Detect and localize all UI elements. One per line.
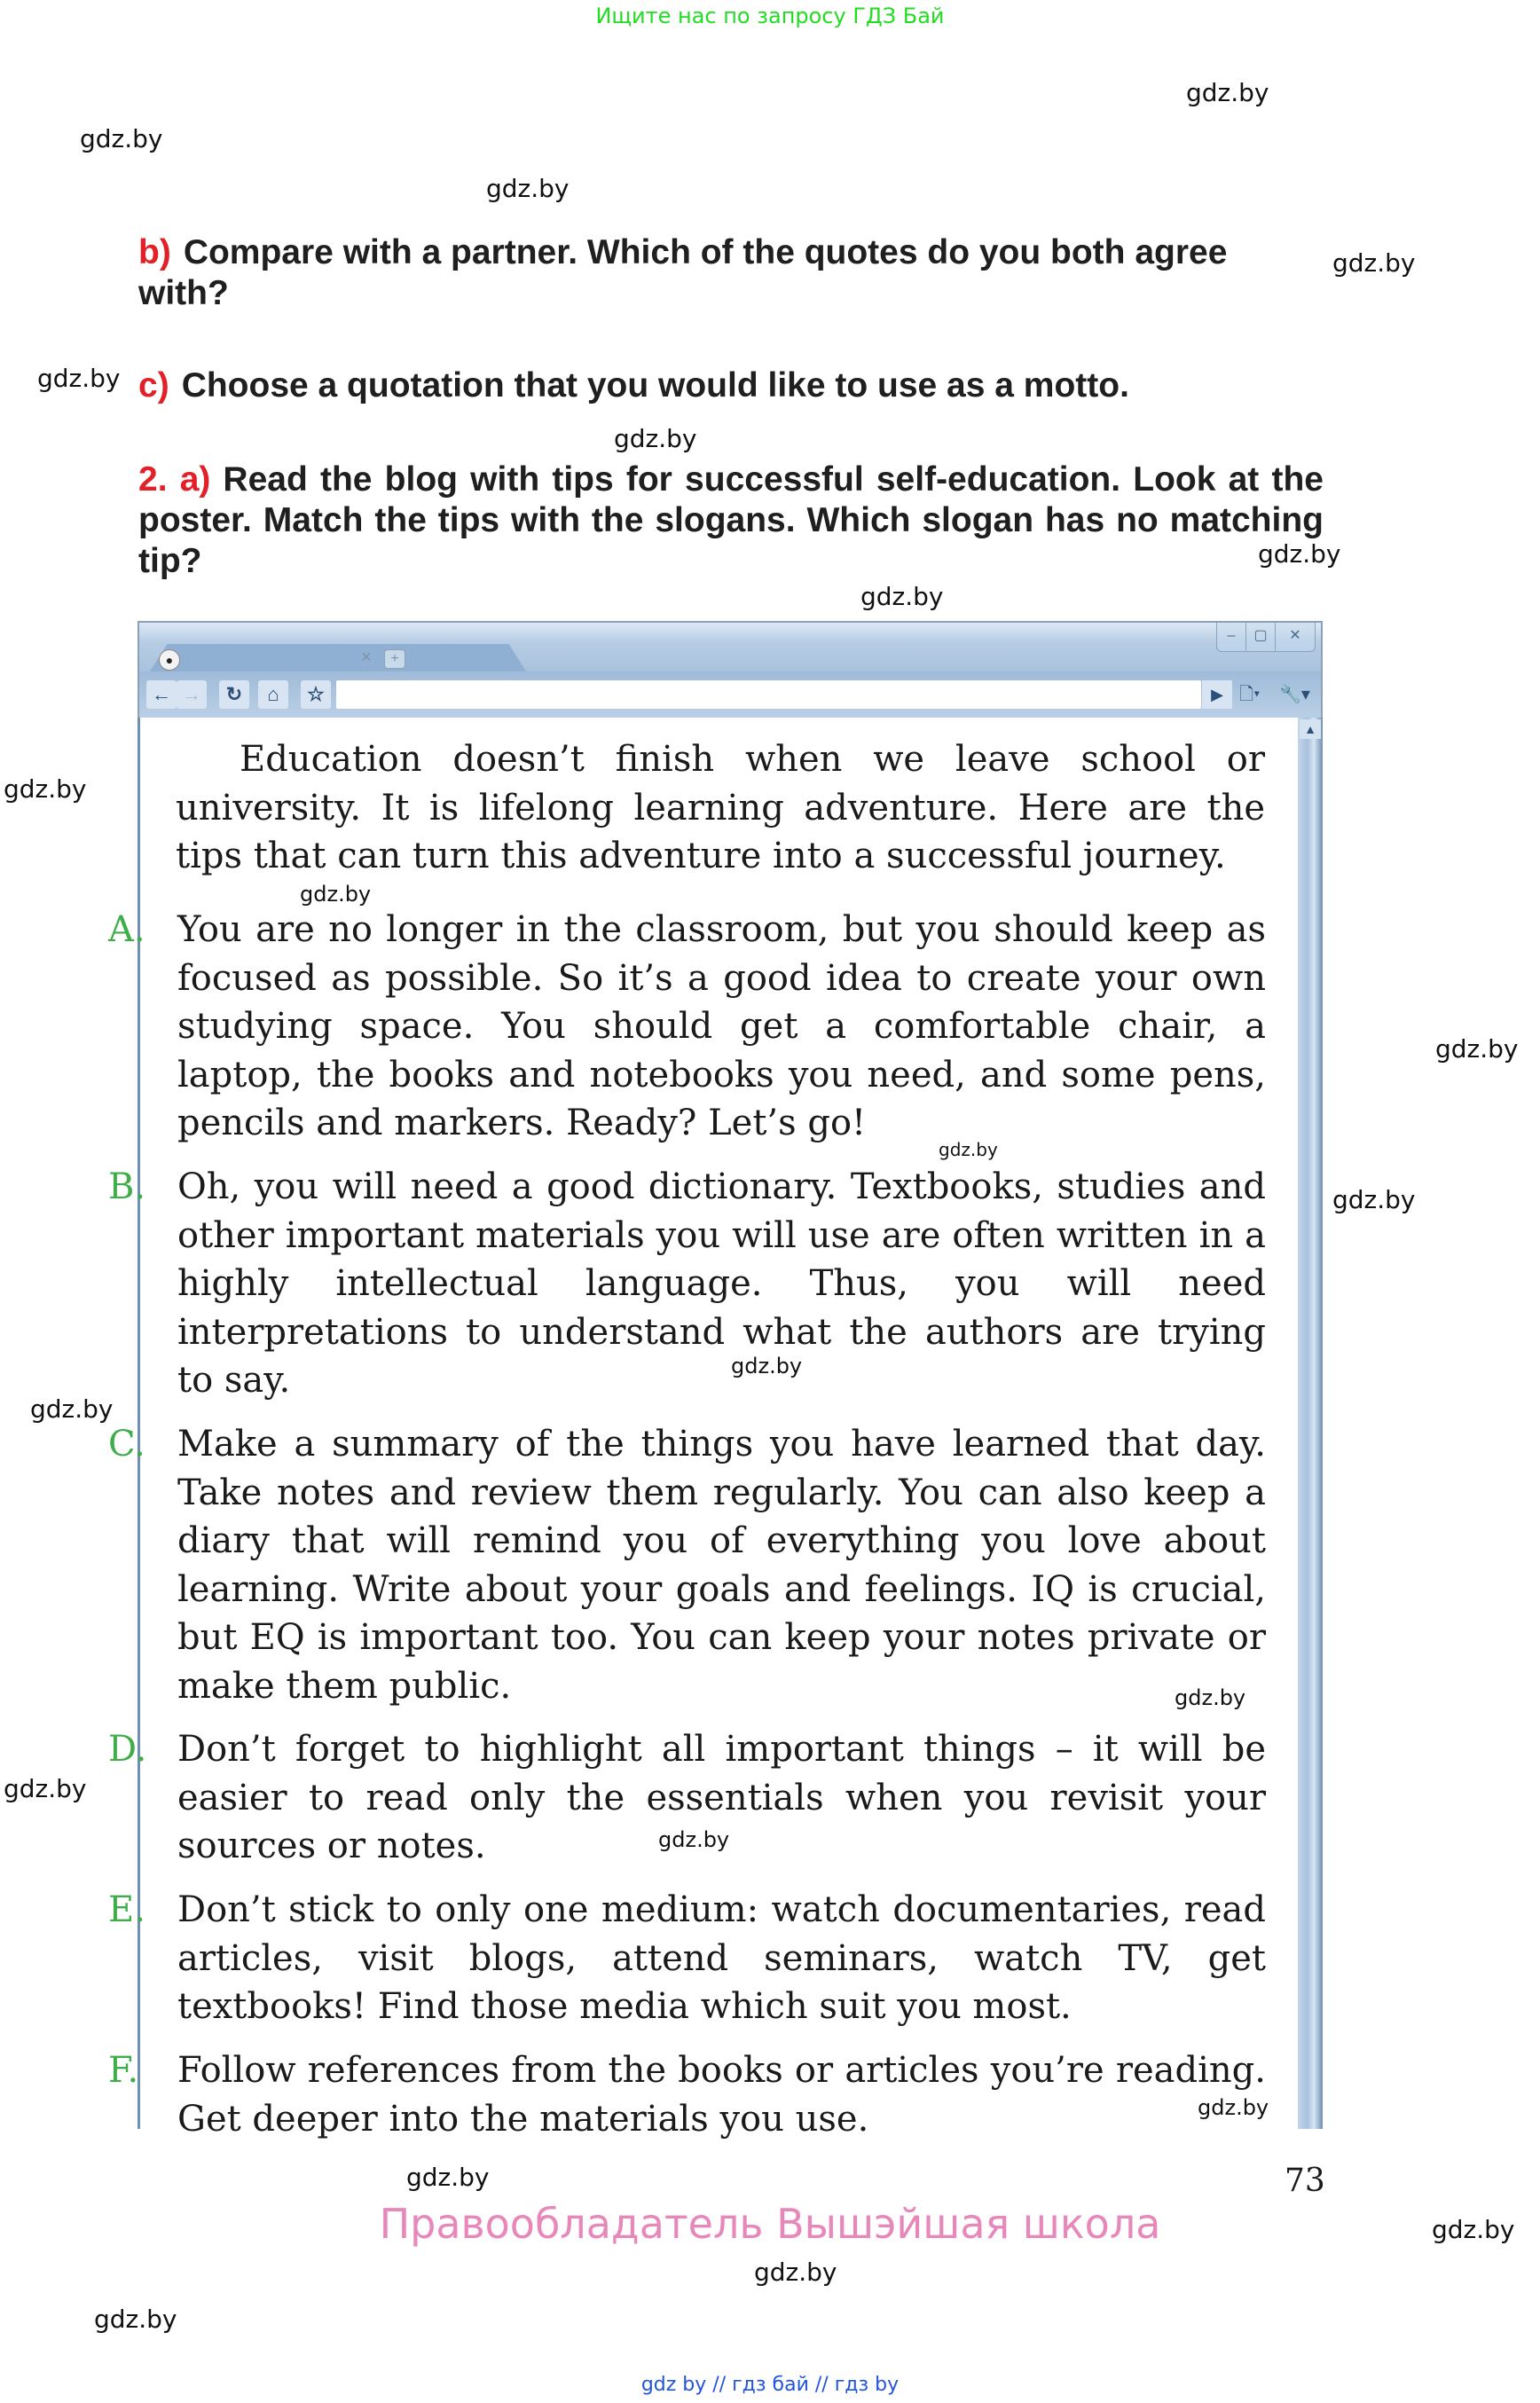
watermark: gdz.by xyxy=(1198,2095,1269,2120)
browser-tab[interactable] xyxy=(148,644,528,674)
minimize-icon[interactable]: – xyxy=(1217,623,1246,651)
tip-letter: D. xyxy=(108,1729,147,1770)
tip-letter: B. xyxy=(108,1166,146,1207)
watermark: gdz.by xyxy=(658,1827,730,1852)
tip-letter: F. xyxy=(108,2050,139,2091)
watermark: gdz.by xyxy=(1258,539,1341,569)
watermark: gdz.by xyxy=(300,882,372,907)
watermark: gdz.by xyxy=(1332,248,1416,278)
watermark: gdz.by xyxy=(94,2305,177,2334)
rights-holder: Правообладатель Вышэйшая школа xyxy=(379,2200,1161,2248)
address-bar-input[interactable] xyxy=(336,680,1201,709)
task-c xyxy=(138,365,1327,406)
search-banner: Ищите нас по запросу ГДЗ Бай xyxy=(595,4,945,28)
tip-letter: E. xyxy=(108,1889,145,1930)
watermark: gdz.by xyxy=(486,174,570,203)
watermark: gdz.by xyxy=(80,124,163,153)
tip-letter: C. xyxy=(108,1424,145,1465)
maximize-icon[interactable]: ▢ xyxy=(1246,623,1276,651)
tip-f xyxy=(108,2046,1266,2143)
bookmark-star-icon[interactable]: ☆ xyxy=(301,680,331,709)
watermark: gdz.by xyxy=(30,1394,114,1424)
page-number: 73 xyxy=(1285,2163,1325,2199)
task-2a xyxy=(138,459,1324,582)
browser-titlebar xyxy=(138,621,1323,671)
tip-text: Make a summary of the things you have learned that day. Take notes and review them regularly. You can also keep a diary that will remind you of everything you love about learning. Write about your goals and feelings. IQ is crucial, but EQ is important too. You can keep your notes private or make them public. xyxy=(177,1424,1266,1707)
watermark: gdz.by xyxy=(860,582,944,611)
tip-text: Don’t forget to highlight all important things – it will be easier to read only the essentials when you revisit your sources or notes. xyxy=(177,1729,1266,1866)
panda-favicon-icon: ● xyxy=(159,649,180,671)
page-menu-icon[interactable]: 🗋▾ xyxy=(1239,685,1261,704)
watermark: gdz.by xyxy=(731,1354,803,1378)
blog-intro: Education doesn’t finish when we leave school or university. It is lifelong learning adventure. Here are the tips that can turn this adventure into a successful journey. xyxy=(176,739,1265,876)
forward-arrow-icon[interactable]: → xyxy=(177,680,207,709)
scroll-up-icon[interactable]: ▲ xyxy=(1300,719,1321,739)
watermark: gdz.by xyxy=(4,774,87,804)
task-label: b) xyxy=(138,233,171,271)
tip-text: Follow references from the books or articles you’re reading. Get deeper into the materials you use. xyxy=(177,2050,1266,2140)
tip-a xyxy=(108,906,1266,1148)
watermark: gdz.by xyxy=(1186,78,1269,107)
task-label: 2. a) xyxy=(138,460,211,499)
task-b xyxy=(138,232,1327,314)
window-controls xyxy=(1216,623,1316,652)
wrench-menu-icon[interactable]: 🔧▾ xyxy=(1279,685,1310,704)
task-text: Read the blog with tips for successful self-education. Look at the poster. Match the tips with the slogans. Which slogan has no matching tip? xyxy=(138,460,1324,580)
footer-links[interactable]: gdz by // гдз бай // гдз by xyxy=(640,2374,900,2396)
tip-letter: A. xyxy=(108,909,145,950)
close-window-icon[interactable]: ✕ xyxy=(1289,628,1301,643)
watermark: gdz.by xyxy=(754,2258,837,2287)
watermark: gdz.by xyxy=(37,364,121,393)
vertical-scrollbar[interactable] xyxy=(1298,718,1323,2129)
tab-close-icon[interactable]: × xyxy=(361,648,372,667)
tip-e xyxy=(108,1886,1266,2031)
task-text: Choose a quotation that you would like to use as a motto. xyxy=(181,366,1129,404)
tip-text: Oh, you will need a good dictionary. Textbooks, studies and other important materials you will use are often written in a highly intellectual language. Thus, you will need interpretations to understand what the authors are trying to say. xyxy=(177,1166,1266,1401)
tip-text: Don’t stick to only one medium: watch documentaries, read articles, visit blogs, attend seminars, watch TV, get textbooks! Find those media which suit you most. xyxy=(177,1889,1266,2027)
watermark: gdz.by xyxy=(614,424,697,453)
task-label: c) xyxy=(138,366,169,404)
watermark: gdz.by xyxy=(1332,1185,1416,1214)
watermark: gdz.by xyxy=(1175,1685,1246,1710)
task-text: Compare with a partner. Which of the quotes do you both agree with? xyxy=(138,233,1228,312)
watermark: gdz.by xyxy=(1435,1034,1519,1064)
watermark: gdz.by xyxy=(939,1139,998,1160)
watermark: gdz.by xyxy=(1432,2215,1515,2244)
tip-text: You are no longer in the classroom, but you should keep as focused as possible. So it’s a good idea to create your own studying space. You should get a comfortable chair, a laptop, the books and notebooks you need, and some pens, pencils and markers. Ready? Let’s go! xyxy=(177,909,1266,1143)
home-icon[interactable]: ⌂ xyxy=(258,680,288,709)
back-arrow-icon[interactable]: ← xyxy=(146,680,177,709)
watermark: gdz.by xyxy=(406,2163,490,2192)
go-arrow-icon[interactable]: ▶ xyxy=(1202,680,1232,709)
browser-toolbar xyxy=(138,671,1323,718)
tip-c xyxy=(108,1420,1266,1710)
reload-icon[interactable]: ↻ xyxy=(219,680,249,709)
tip-b xyxy=(108,1163,1266,1405)
watermark: gdz.by xyxy=(4,1774,87,1803)
new-tab-button[interactable]: + xyxy=(384,649,405,669)
